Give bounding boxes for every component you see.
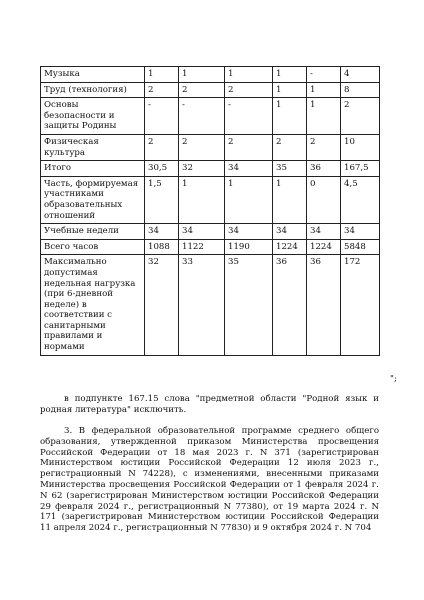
table-row: [41, 98, 380, 135]
table-cell-value: 30,5: [145, 161, 179, 177]
table-cell-value: -: [179, 98, 225, 135]
table-cell-value: 32: [145, 255, 179, 355]
table-cell-value: 2: [273, 134, 307, 160]
table-row: [41, 82, 380, 98]
table-cell-value: 10: [341, 134, 380, 160]
table-cell-value: 4,5: [341, 176, 380, 223]
table-cell-subject: Основы безопасности и защиты Родины: [41, 98, 145, 135]
table-cell-value: 2: [145, 134, 179, 160]
table-cell-value: 2: [341, 98, 380, 135]
table-row: [41, 67, 380, 83]
table-cell-value: 1: [225, 176, 273, 223]
table-cell-value: 2: [225, 134, 273, 160]
table-cell-value: 1: [225, 67, 273, 83]
table-cell-value: 167,5: [341, 161, 380, 177]
table-cell-value: 35: [273, 161, 307, 177]
table-cell-value: 1122: [179, 239, 225, 255]
table-cell-value: 32: [179, 161, 225, 177]
table-cell-value: 34: [179, 224, 225, 240]
table-cell-value: 2: [145, 82, 179, 98]
table-cell-value: 2: [179, 134, 225, 160]
table-row: [41, 224, 380, 240]
table-cell-value: 1224: [273, 239, 307, 255]
table-row: [41, 255, 380, 355]
table-cell-value: 1224: [307, 239, 341, 255]
table-cell-subject: Итого: [41, 161, 145, 177]
table-cell-value: 1: [307, 98, 341, 135]
curriculum-table: [40, 66, 380, 356]
table-cell-value: 4: [341, 67, 380, 83]
table-cell-value: 2: [307, 134, 341, 160]
table-cell-value: 2: [225, 82, 273, 98]
table-row: [41, 161, 380, 177]
table-row: [41, 176, 380, 223]
paragraph-subclause-167-15: в подпункте 167.15 слова "предметной области "Родной язык и родная литература" исключить.: [40, 394, 379, 415]
table-cell-value: 34: [341, 224, 380, 240]
table-cell-value: 1: [273, 98, 307, 135]
table-cell-value: 34: [307, 224, 341, 240]
table-cell-value: 1: [179, 176, 225, 223]
table-cell-value: 34: [145, 224, 179, 240]
table-cell-value: 8: [341, 82, 380, 98]
table-cell-value: 1,5: [145, 176, 179, 223]
table-cell-value: 1: [273, 176, 307, 223]
table-cell-value: 36: [273, 255, 307, 355]
table-cell-subject: Максимально допустимая недельная нагрузка (при 6-дневной неделе) в соответствии с санитарными правилами и нормами: [41, 255, 145, 355]
table-cell-subject: Учебные недели: [41, 224, 145, 240]
table-cell-value: 36: [307, 161, 341, 177]
table-cell-subject: Музыка: [41, 67, 145, 83]
table-cell-subject: Всего часов: [41, 239, 145, 255]
table-cell-value: -: [307, 67, 341, 83]
table-cell-value: 34: [225, 161, 273, 177]
table-cell-subject: Физическая культура: [41, 134, 145, 160]
table-cell-value: 0: [307, 176, 341, 223]
table-cell-value: 36: [307, 255, 341, 355]
table-cell-value: 172: [341, 255, 380, 355]
table-cell-subject: Труд (технология): [41, 82, 145, 98]
table-row: [41, 134, 380, 160]
table-cell-subject: Часть, формируемая участниками образовательных отношений: [41, 176, 145, 223]
table-cell-value: 1190: [225, 239, 273, 255]
table-cell-value: 1: [179, 67, 225, 83]
table-cell-value: 1088: [145, 239, 179, 255]
table-cell-value: 1: [273, 67, 307, 83]
closing-quote-mark: ";: [390, 374, 397, 384]
table-cell-value: 34: [273, 224, 307, 240]
table-cell-value: 35: [225, 255, 273, 355]
table-cell-value: 34: [225, 224, 273, 240]
table-row: [41, 239, 380, 255]
paragraph-item-3: 3. В федеральной образовательной программе среднего общего образования, утвержденной приказом Министерства просвещения Российской Федерации от 18 мая 2023 г. N 371 (зарегистрирован Министерством юстиции Российской Федерации 12 июля 2023 г., регистрационный N 74228), с изменениями, внесенными приказами Министерства просвещения Российской Федерации от 1 февраля 2024 г. N 62 (зарегистрирован Министерством юстиции Российской Федерации 29 февраля 2024 г., регистрационный N 77380), от 19 марта 2024 г. N 171 (зарегистрирован Министерством юстиции Российской Федерации 11 апреля 2024 г., регистрационный N 77830) и 9 октября 2024 г. N 704: [40, 426, 379, 534]
table-cell-value: 1: [145, 67, 179, 83]
table-cell-value: -: [225, 98, 273, 135]
table-cell-value: 1: [307, 82, 341, 98]
table-cell-value: 2: [179, 82, 225, 98]
table-cell-value: -: [145, 98, 179, 135]
table-cell-value: 33: [179, 255, 225, 355]
table-cell-value: 1: [273, 82, 307, 98]
curriculum-table-body: [41, 67, 380, 356]
table-cell-value: 5848: [341, 239, 380, 255]
